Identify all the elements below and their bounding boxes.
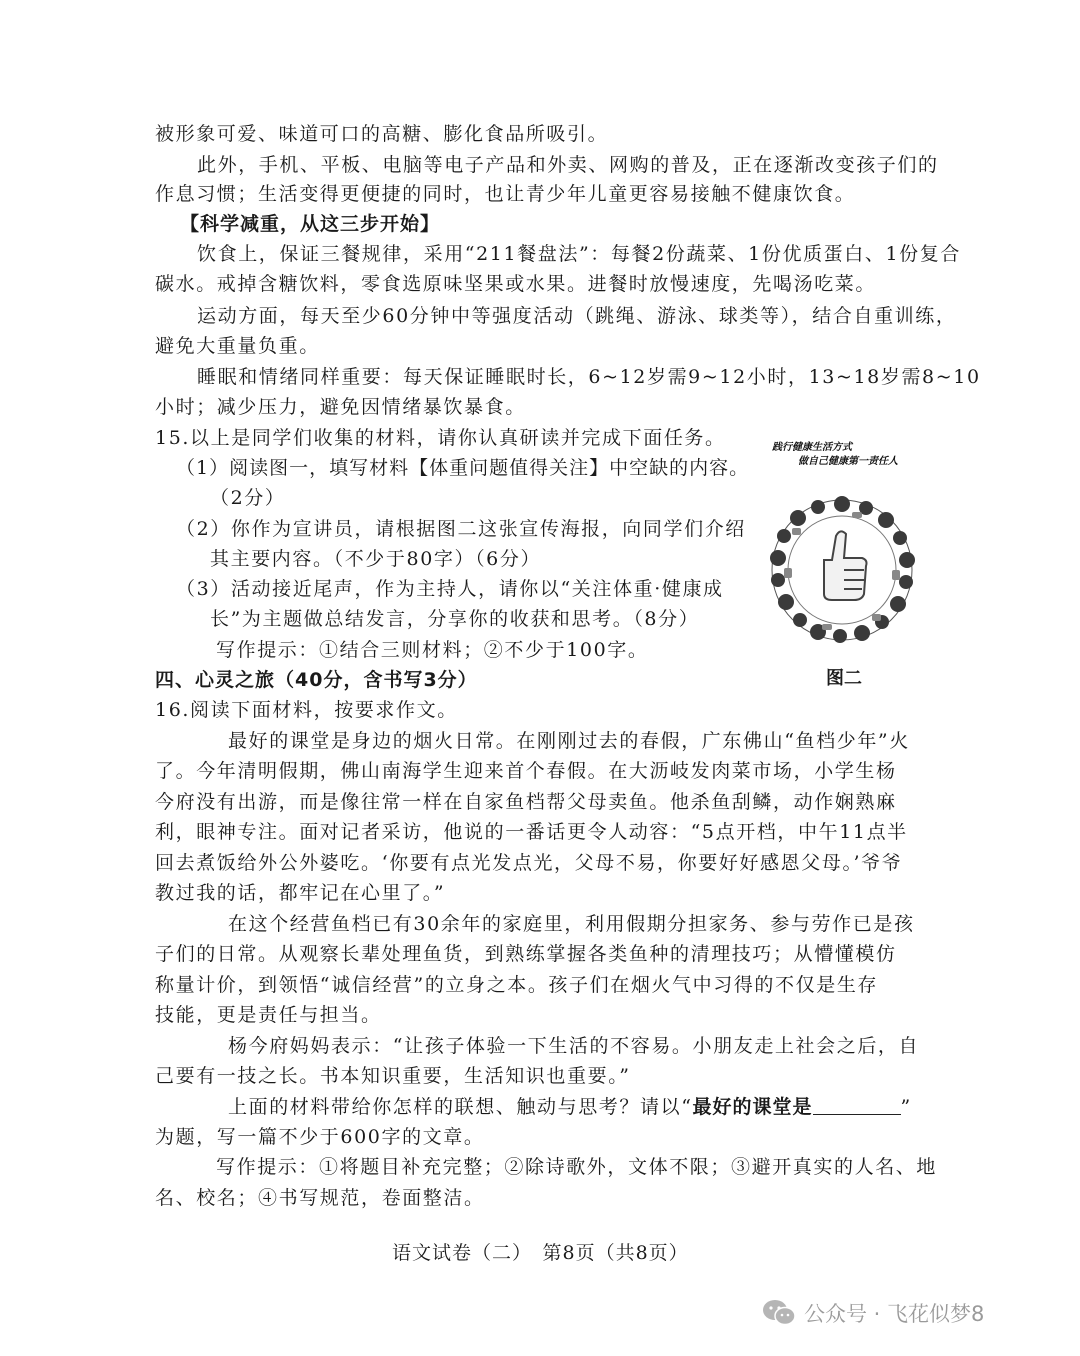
text-line: 利，眼神专注。面对记者采访，他说的一番话更令人动容：“5点开档，中午11点半 [155, 821, 908, 843]
text-line: 饮食上，保证三餐规律，采用“211餐盘法”：每餐2份蔬菜、1份优质蛋白、1份复合 [197, 243, 961, 265]
essay-title-close: ” [900, 1096, 912, 1118]
text-line: 己要有一技之长。书本知识重要，生活知识也重要。” [155, 1065, 631, 1087]
text-line: 教过我的话，都牢记在心里了。” [155, 882, 446, 904]
task-2-cont: 其主要内容。（不少于80字）（6分） [210, 548, 542, 570]
essay-prompt-text: 上面的材料带给你怎样的联想、触动与思考？请以“ [228, 1096, 693, 1118]
text-line: 杨今府妈妈表示：“让孩子体验一下生活的不容易。小朋友走上社会之后，自 [228, 1035, 920, 1057]
task-2: （2）你作为宣讲员，请根据图二这张宣传海报，向同学们介绍 [176, 518, 746, 540]
poster-title-line1: 践行健康生活方式 [772, 442, 852, 453]
text-line: 此外，手机、平板、电脑等电子产品和外卖、网购的普及，正在逐渐改变孩子们的 [197, 154, 939, 176]
essay-prompt [228, 1095, 912, 1119]
watermark [762, 1296, 984, 1330]
task-1-score: （2分） [210, 487, 286, 509]
writing-hint-16: 写作提示：①将题目补充完整；②除诗歌外，文体不限；③避开真实的人名、地 [216, 1156, 938, 1178]
poster-wreath-illustration [762, 476, 922, 666]
task-3-cont: 长”为主题做总结发言，分享你的收获和思考。（8分） [210, 608, 700, 630]
question-16: 16.阅读下面材料，按要求作文。 [155, 699, 458, 721]
text-line: 睡眠和情绪同样重要：每天保证睡眠时长，6~12岁需9~12小时，13~18岁需8~10 [197, 366, 981, 388]
text-line: 子们的日常。从观察长辈处理鱼货，到熟练掌握各类鱼种的清理技巧；从懵懂模仿 [155, 943, 897, 965]
text-line: 在这个经营鱼档已有30余年的家庭里，利用假期分担家务、参与劳作已是孩 [228, 913, 915, 935]
wechat-icon [762, 1299, 796, 1327]
poster-title-line2: 做自己健康第一责任人 [798, 456, 898, 467]
text-line: 避免大重量负重。 [155, 335, 320, 357]
page-footer: 语文试卷（二） 第8页（共8页） [392, 1242, 689, 1264]
poster-figure [762, 432, 922, 652]
text-line: 名、校名；④书写规范，卷面整洁。 [155, 1187, 485, 1209]
writing-hint-15: 写作提示：①结合三则材料；②不少于100字。 [216, 639, 649, 661]
question-15: 15.以上是同学们收集的材料，请你认真研读并完成下面任务。 [155, 427, 726, 449]
text-line: 为题，写一篇不少于600字的文章。 [155, 1126, 485, 1148]
text-line: 今府没有出游，而是像往常一样在自家鱼档帮父母卖鱼。他杀鱼刮鳞，动作娴熟麻 [155, 791, 897, 813]
text-line: 运动方面，每天至少60分钟中等强度活动（跳绳、游泳、球类等），结合自重训练， [197, 305, 957, 327]
task-1: （1）阅读图一，填写材料【体重问题值得关注】中空缺的内容。 [176, 457, 750, 479]
text-line: 碳水。戒掉含糖饮料，零食选原味坚果或水果。进餐时放慢速度，先喝汤吃菜。 [155, 273, 877, 295]
text-line: 作息习惯；生活变得更便捷的同时，也让青少年儿童更容易接触不健康饮食。 [155, 183, 856, 205]
text-line: 被形象可爱、味道可口的高糖、膨化食品所吸引。 [155, 123, 609, 145]
essay-title-prefix: 最好的课堂是 [692, 1096, 813, 1118]
text-line: 小时；减少压力，避免因情绪暴饮暴食。 [155, 396, 526, 418]
section-four-heading: 四、心灵之旅（40分，含书写3分） [155, 669, 478, 691]
task-3: （3）活动接近尾声，作为主持人，请你以“关注体重·健康成 [176, 578, 724, 600]
text-line: 称量计价，到领悟“诚信经营”的立身之本。孩子们在烟火气中习得的不仅是生存 [155, 974, 879, 996]
essay-title-blank [813, 1096, 901, 1115]
text-line: 最好的课堂是身边的烟火日常。在刚刚过去的春假，广东佛山“鱼档少年”火 [228, 730, 910, 752]
watermark-text: 公众号 · 飞花似梦8 [804, 1302, 985, 1326]
section-heading: 【科学减重，从这三步开始】 [180, 213, 441, 235]
text-line: 技能，更是责任与担当。 [155, 1004, 382, 1026]
text-line: 回去煮饭给外公外婆吃。‘你要有点光发点光，父母不易，你要好好感恩父母。’爷爷 [155, 852, 903, 874]
poster-caption: 图二 [826, 668, 862, 689]
text-line: 了。今年清明假期，佛山南海学生迎来首个春假。在大沥岐发肉菜市场，小学生杨 [155, 760, 897, 782]
